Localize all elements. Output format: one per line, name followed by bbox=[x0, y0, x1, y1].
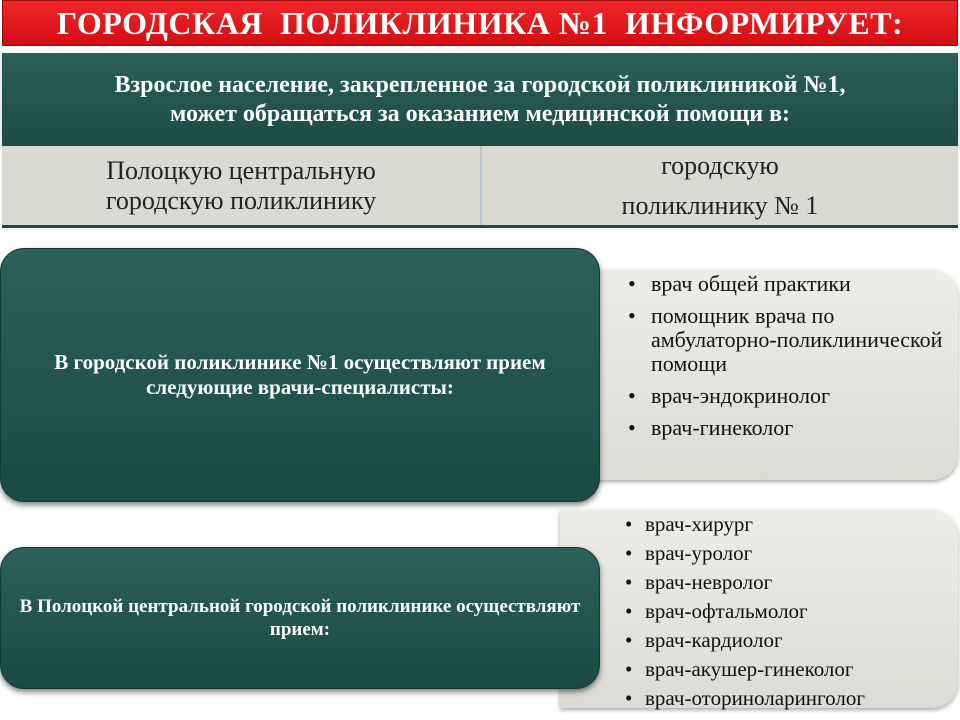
list-item: • врач-хирург bbox=[625, 510, 958, 539]
list-item: • врач-уролог bbox=[625, 539, 958, 568]
clinic-options-table bbox=[2, 146, 958, 228]
list-item: • врач-акушер-гинеколог bbox=[625, 655, 958, 684]
list-item: • помощник врача по амбулаторно-поликлинической помощи bbox=[610, 304, 958, 376]
list-item: • врач общей практики bbox=[610, 272, 958, 296]
option-left-line-2: городскую поликлинику bbox=[105, 185, 377, 215]
list-item: • врач-невролог bbox=[625, 568, 958, 597]
section-heading-central-clinic: В Полоцкой центральной городской поликлинике осуществляют прием: bbox=[0, 547, 600, 689]
list-item: • врач-эндокринолог bbox=[610, 384, 958, 408]
page-title: ГОРОДСКАЯ ПОЛИКЛИНИКА №1 ИНФОРМИРУЕТ: bbox=[2, 0, 958, 46]
option-city-clinic-1 bbox=[482, 146, 958, 225]
section-heading-clinic-1: В городской поликлинике №1 осуществляют прием следующие врачи-специалисты: bbox=[0, 248, 600, 502]
info-header-line-1: Взрослое население, закрепленное за городской поликлиникой №1, bbox=[114, 71, 846, 98]
list-item: • врач-гинеколог bbox=[610, 416, 958, 440]
option-polotsk-central-clinic bbox=[2, 146, 482, 225]
option-left-line-1: Полоцкую центральную bbox=[106, 155, 376, 185]
option-right-line-2: поликлинику № 1 bbox=[621, 190, 819, 220]
info-header bbox=[2, 53, 958, 146]
list-item: • врач-кардиолог bbox=[625, 626, 958, 655]
option-right-line-1: городскую bbox=[661, 150, 779, 180]
specialists-list-clinic-1 bbox=[560, 270, 958, 480]
list-item: • врач-оториноларинголог bbox=[625, 684, 958, 713]
info-header-line-2: может обращаться за оказанием медицинской помощи в: bbox=[169, 100, 791, 127]
list-item: • врач-офтальмолог bbox=[625, 597, 958, 626]
specialists-list-central-clinic bbox=[560, 510, 958, 708]
